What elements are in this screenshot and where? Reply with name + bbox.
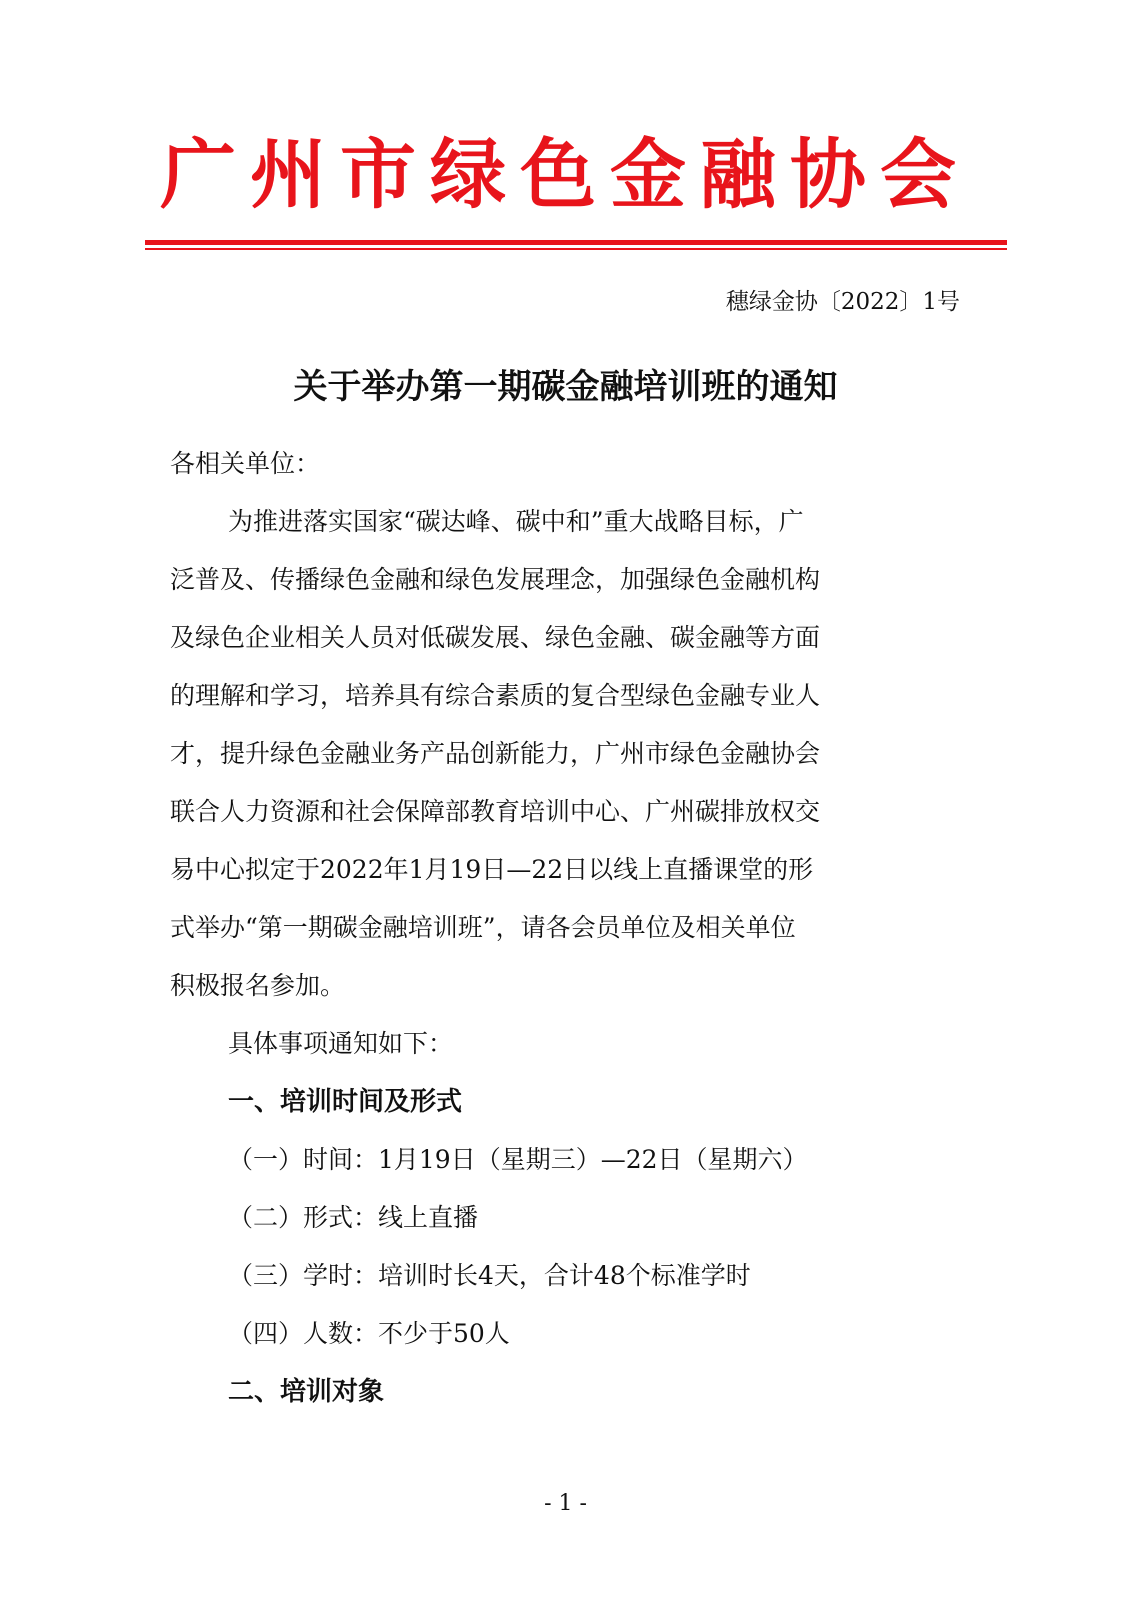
list-item: （一）时间：1月19日（星期三）—22日（星期六）: [228, 1145, 808, 1174]
masthead-organization: 广州市绿色金融协会: [160, 130, 970, 219]
body-line: 的理解和学习，培养具有综合素质的复合型绿色金融专业人: [170, 681, 821, 710]
section-heading-1: 一、培训时间及形式: [228, 1087, 463, 1117]
document-title: 关于举办第一期碳金融培训班的通知: [293, 367, 838, 407]
body-line: 泛普及、传播绿色金融和绿色发展理念，加强绿色金融机构: [170, 565, 821, 594]
body-line: 才，提升绿色金融业务产品创新能力，广州市绿色金融协会: [170, 739, 821, 768]
body-line: 易中心拟定于2022年1月19日—22日以线上直播课堂的形: [170, 855, 814, 884]
list-item: （三）学时：培训时长4天，合计48个标准学时: [228, 1261, 751, 1290]
body-line: 联合人力资源和社会保障部教育培训中心、广州碳排放权交: [170, 797, 821, 826]
body-line: 为推进落实国家“碳达峰、碳中和”重大战略目标，广: [228, 507, 804, 536]
page-number: - 1 -: [544, 1491, 587, 1516]
masthead-rule-thick: [145, 240, 1007, 245]
intro-line: 具体事项通知如下：: [228, 1029, 454, 1058]
section-heading-2: 二、培训对象: [228, 1377, 385, 1407]
list-item: （二）形式：线上直播: [228, 1203, 479, 1232]
body-line: 式举办“第一期碳金融培训班”，请各会员单位及相关单位: [170, 913, 796, 942]
body-line: 积极报名参加。: [170, 971, 346, 1000]
body-line: 及绿色企业相关人员对低碳发展、绿色金融、碳金融等方面: [170, 623, 821, 652]
masthead-rule-thin: [145, 248, 1007, 250]
document-number: 穗绿金协〔2022〕1号: [725, 289, 960, 315]
list-item: （四）人数：不少于50人: [228, 1319, 510, 1348]
salutation: 各相关单位：: [170, 449, 321, 478]
